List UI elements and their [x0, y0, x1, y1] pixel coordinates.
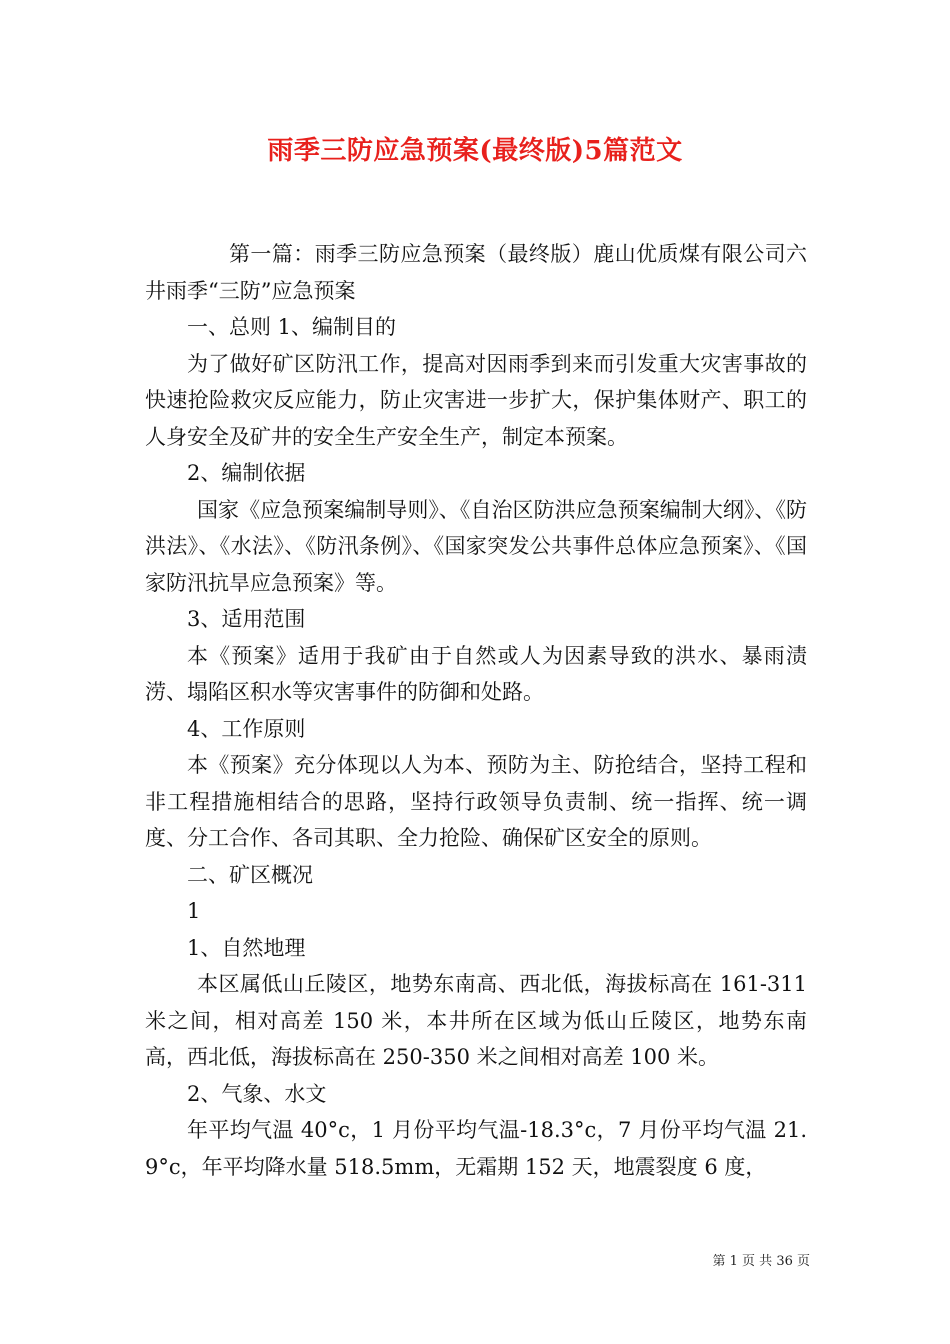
paragraph: 为了做好矿区防汛工作，提高对因雨季到来而引发重大灾害事故的快速抢险救灾反应能力，防止灾害进一步扩大，保护集体财产、职工的人身安全及矿井的安全生产安全生产，制定本预案。: [145, 351, 807, 449]
paragraph: 年平均气温 40°c，1 月份平均气温-18.3°c，7 月份平均气温 21.9°c，年平均降水量 518.5mm，无霜期 152 天，地震裂度 6 度，: [145, 1118, 807, 1179]
paragraph: 第一篇：雨季三防应急预案（最终版）鹿山优质煤有限公司六井雨季“三防”应急预案: [145, 242, 807, 303]
paragraph: 本《预案》适用于我矿由于自然或人为因素导致的洪水、暴雨渍涝、塌陷区积水等灾害事件的防御和处路。: [145, 643, 807, 704]
document-body: [145, 236, 807, 1185]
section-heading: 一、总则 1、编制目的: [187, 315, 397, 339]
section-heading: 2、编制依据: [187, 461, 306, 485]
section-heading: 4、工作原则: [187, 716, 306, 741]
page-number: 第 1 页 共 36 页: [712, 1254, 810, 1269]
paragraph: 1: [187, 899, 201, 923]
section-heading: 二、矿区概况: [187, 862, 313, 887]
section-heading: 3、适用范围: [187, 607, 306, 631]
paragraph: 本《预案》充分体现以人为本、预防为主、防抢结合，坚持工程和非工程措施相结合的思路，坚持行政领导负责制、统一指挥、统一调度、分工合作、各司其职、全力抢险、确保矿区安全的原则。: [145, 753, 807, 850]
section-heading: 2、气象、水文: [187, 1081, 327, 1106]
paragraph: 本区属低山丘陵区，地势东南高、西北低，海拔标高在 161-311 米之间，相对高差 150 米，本井所在区域为低山丘陵区，地势东南高，西北低，海拔标高在 250-350 米之间相对高差 100 米。: [145, 972, 807, 1069]
document-title: 雨季三防应急预案(最终版)5篇范文: [267, 136, 683, 166]
section-heading: 1、自然地理: [187, 935, 306, 960]
paragraph: 国家《应急预案编制导则》、《自治区防洪应急预案编制大纲》、《防洪法》、《水法》、《防汛条例》、《国家突发公共事件总体应急预案》、《国家防汛抗旱应急预案》等。: [145, 497, 807, 595]
